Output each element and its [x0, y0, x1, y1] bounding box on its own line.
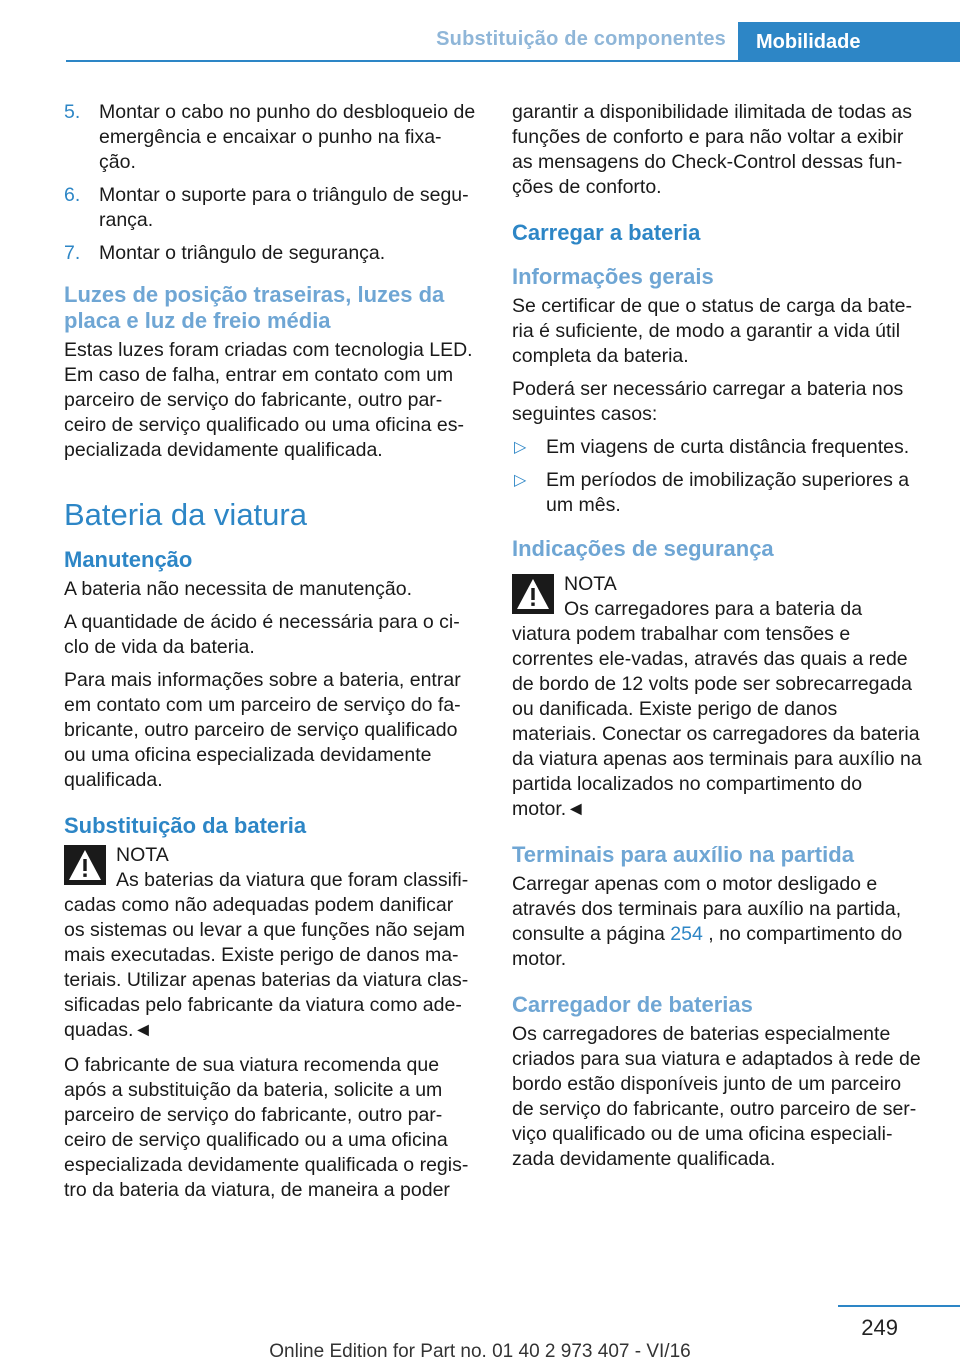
charger-paragraph: Os carregadores de baterias especialmente criados para sua viatura e adaptados à rede de bordo estão disponíveis junto de um parceiro de serviço do fabricante, outro parceiro de ser-viço qualificado ou de uma oficina especiali-zada devidamente qualificada. [512, 1023, 921, 1170]
replacement-heading: Substituição da bateria [64, 813, 307, 838]
warning-text: As baterias da viatura que foram classifi-cadas como não adequadas podem danificar os sistemas ou levar a que funções não sejam mais executadas. Existe perigo de danos ma-teriais. Utilizar apenas baterias da viatura clas-sificadas pelo fabricante da viatura como ade-quadas.◄ [64, 869, 469, 1041]
bullet-triangle-icon: ▷ [514, 439, 527, 456]
charger-heading: Carregador de baterias [512, 992, 753, 1017]
page-header [66, 22, 960, 62]
replacement-warning [64, 843, 478, 1043]
bullet-text: Em viagens de curta distância frequentes. [546, 436, 910, 458]
step-text: Montar o triângulo de segurança. [99, 242, 386, 264]
step-number: 6. [64, 184, 81, 206]
edition-note: Online Edition for Part no. 01 40 2 973 407 - VI/16 [269, 1341, 691, 1362]
maintenance-paragraph-1: A bateria não necessita de manutenção. [64, 578, 412, 600]
maintenance-paragraph-3: Para mais informações sobre a bateria, entrar em contato com um parceiro de serviço do fa-bricante, outro parceiro de serviço qualificado ou uma oficina especializada devidamente qualificada. [64, 669, 461, 791]
warning-title: NOTA [564, 573, 617, 595]
bullet-triangle-icon: ▷ [514, 472, 527, 489]
header-chapter-tab[interactable]: Mobilidade [738, 22, 960, 62]
bullet-text: Em períodos de imobilização superiores a um mês. [546, 469, 910, 516]
list-item [512, 435, 926, 460]
continued-paragraph: garantir a disponibilidade ilimitada de todas as funções de conforto e para não voltar a exibir as mensagens do Check-Control dessas fun-ções de conforto. [512, 101, 912, 198]
list-item [64, 183, 478, 233]
jump-start-text: Carregar apenas com o motor desligado e através dos terminais para auxílio na partida, consulte a página [512, 873, 902, 945]
page-number: 249 [861, 1315, 898, 1340]
list-item [64, 100, 478, 175]
step-text: Montar o suporte para o triângulo de segu-rança. [99, 184, 469, 231]
general-info-heading: Informações gerais [512, 264, 714, 289]
safety-warning [512, 572, 926, 822]
page-link[interactable]: 254 [670, 923, 703, 945]
lights-heading: Luzes de posição traseiras, luzes da placa e luz de freio média [64, 282, 445, 333]
header-rule [66, 60, 960, 62]
battery-section-title: Bateria da viatura [64, 497, 307, 532]
list-item [512, 468, 926, 518]
lights-paragraph: Estas luzes foram criadas com tecnologia LED. Em caso de falha, entrar em contato com um parceiro de serviço do fabricante, outro par-ceiro de serviço qualificado ou uma oficina es-pecializada devidamente qualificada. [64, 339, 473, 461]
replacement-paragraph: O fabricante de sua viatura recomenda que após a substituição da bateria, solicite a um parceiro de serviço do fabricante, outro par-ceiro de serviço qualificado ou a uma oficina especializada devidamente qualificada o regis-tro da bateria da viatura, de maneira a poder [64, 1054, 469, 1201]
warning-triangle-icon [64, 845, 106, 885]
maintenance-paragraph-2: A quantidade de ácido é necessária para o ci-clo de vida da bateria. [64, 611, 460, 658]
footer-rule [838, 1305, 960, 1307]
step-number: 7. [64, 242, 81, 264]
general-paragraph-1: Se certificar de que o status de carga da bate-ria é suficiente, de modo a garantir a vida útil completa da bateria. [512, 295, 912, 367]
left-column [64, 100, 478, 1211]
jump-start-text-end: , no compartimento do motor. [512, 923, 903, 970]
step-text: Montar o cabo no punho do desbloqueio de emergência e encaixar o punho na fixa-ção. [99, 101, 476, 173]
warning-triangle-icon [512, 574, 554, 614]
jump-start-paragraph [512, 872, 926, 972]
step-number: 5. [64, 101, 81, 123]
charge-heading: Carregar a bateria [512, 220, 701, 245]
header-section-title: Substituição de componentes [436, 28, 726, 50]
jump-start-heading: Terminais para auxílio na partida [512, 842, 854, 867]
warning-text: Os carregadores para a bateria da viatura podem trabalhar com tensões e correntes ele-vadas, através das quais a rede de bordo de 12 volts pode ser sobrecarregada ou danificada. Existe perigo de danos materiais. Conectar os carregadores da bateria da viatura apenas aos terminais para auxílio na partida localizados no compartimento do motor.◄ [512, 598, 922, 820]
right-column [512, 100, 926, 1180]
safety-heading: Indicações de segurança [512, 536, 774, 561]
maintenance-heading: Manutenção [64, 547, 193, 572]
list-item [64, 241, 478, 266]
warning-title: NOTA [116, 844, 169, 866]
general-paragraph-2: Poderá ser necessário carregar a bateria nos seguintes casos: [512, 378, 904, 425]
